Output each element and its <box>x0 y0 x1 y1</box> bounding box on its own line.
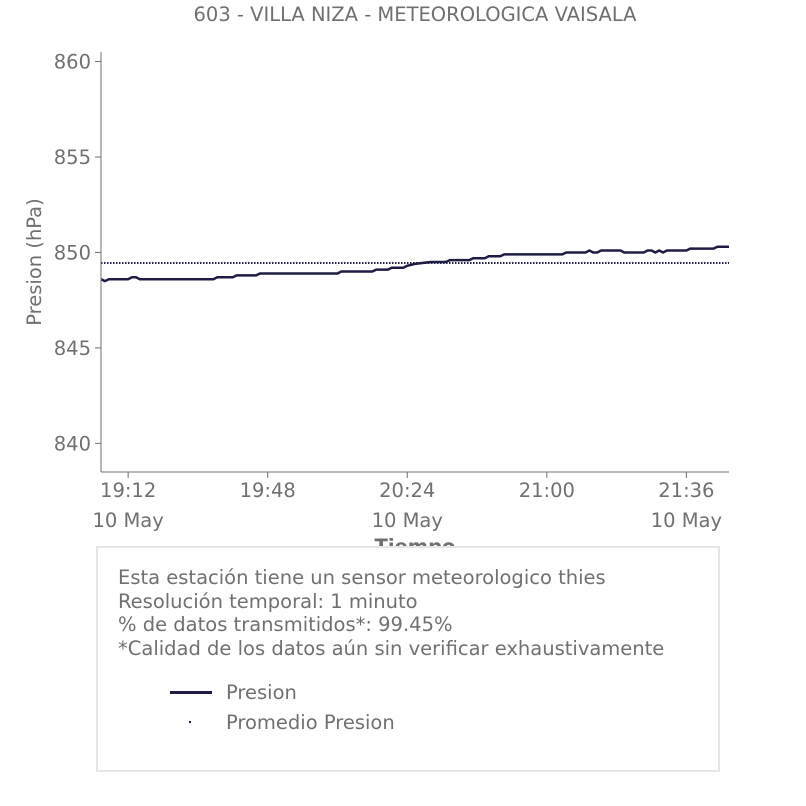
x-tick-time-label: 19:48 <box>239 479 296 502</box>
plot-area <box>101 245 799 281</box>
info-line-sensor: Esta estación tiene un sensor meteorologico thies <box>118 566 606 589</box>
y-tick-label: 860 <box>53 50 91 74</box>
legend-dot-swatch <box>168 710 214 734</box>
legend-item-promedio <box>168 710 395 734</box>
info-box <box>96 546 720 772</box>
y-tick-label: 840 <box>53 432 91 456</box>
x-tick-date-label: 10 May <box>92 509 164 532</box>
y-ticks <box>54 51 101 456</box>
x-tick-time-label: 21:36 <box>658 479 715 502</box>
x-tick-time-label: 19:12 <box>100 479 157 502</box>
y-axis-label: Presion (hPa) <box>23 198 46 326</box>
info-text <box>118 566 664 660</box>
x-tick-date-label: 10 May <box>650 509 723 532</box>
chart-title: 603 - VILLA NIZA - METEOROLOGICA VAISALA <box>193 3 637 26</box>
y-tick-label: 850 <box>53 241 91 265</box>
info-line-resolution: Resolución temporal: 1 minuto <box>118 589 418 613</box>
legend-label-promedio: Promedio Presion <box>226 710 395 734</box>
x-ticks <box>92 472 722 532</box>
legend-line-swatch <box>168 680 214 704</box>
legend-label-presion: Presion <box>226 680 297 704</box>
x-tick-time-label: 20:24 <box>379 479 436 502</box>
info-line-transmitted: % de datos transmitidos*: 99.45% <box>118 613 453 636</box>
y-tick-label: 855 <box>53 146 91 169</box>
legend-item-presion <box>168 680 297 704</box>
x-tick-date-label: 10 May <box>371 509 443 532</box>
info-line-quality: *Calidad de los datos aún sin verificar exhaustivamente <box>118 636 665 660</box>
y-tick-label: 845 <box>53 336 91 360</box>
x-tick-time-label: 21:00 <box>518 479 575 502</box>
